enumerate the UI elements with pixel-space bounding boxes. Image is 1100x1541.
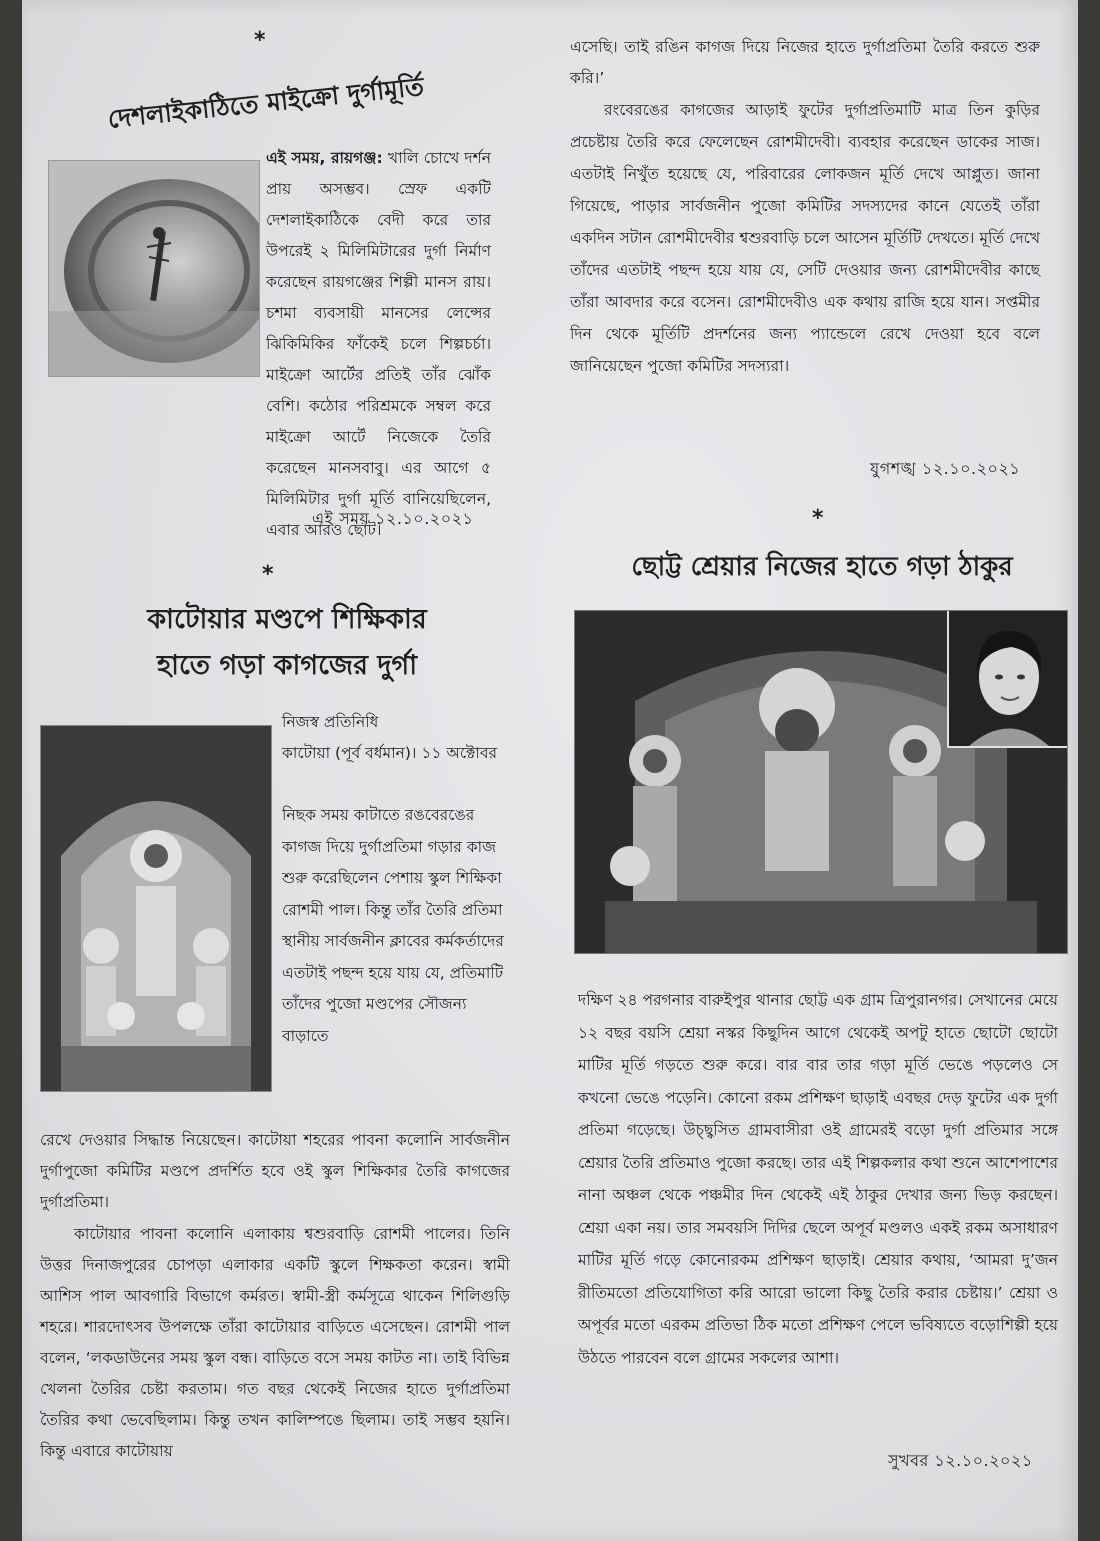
- story-shreya-body: দক্ষিণ ২৪ পরগনার বারুইপুর থানার ছোট্ট এক গ্রাম ত্রিপুরানগর। সেখানের মেয়ে ১২ বছর বয়সি শ্রেয়া নস্কর কিছুদিন আগে থেকেই অপটু হাতে ছোটো ছোটো মাটির মূর্তি গড়তে শুরু করে। বার বার তার গড়া মূর্তি ভেঙে পড়লেও সে কখনো ভেঙে পড়েনি। কোনো রকম প্রশিক্ষণ ছাড়াই এবছর দেড় ফুটের এক দুর্গা প্রতিমা গড়েছে। উচ্ছ্বসিত গ্রামবাসীরা ওই গ্রামেরই বড়ো দুর্গা প্রতিমার সঙ্গে শ্রেয়ার তৈরি প্রতিমাও পুজো করছে। তার এই শিল্পকলার কথা শুনে আশেপাশের নানা অঞ্চল থেকে পঞ্চমীর দিন থেকেই এই ঠাকুর দেখার জন্য ভিড় করছেন। শ্রেয়া একা নয়। তার সমবয়সি দিদির ছেলে অপূর্ব মণ্ডলও একই রকম অসাধারণ মাটির মূর্তি গড়ে কোনোরকম প্রশিক্ষণ ছাড়াই। শ্রেয়ার কথায়, ‘আমরা দু’জন রীতিমতো প্রতিযোগিতা করি আরো ভালো কিছু তৈরি করার চেষ্টায়।’ শ্রেয়া ও অপূর্বর মতো এরকম প্রতিভা ঠিক মতো প্রশিক্ষণ পেলে ভবিষ্যতে বড়োশিল্পী হয়ে উঠতে পারবেন বলে গ্রামের সকলের আশা।: [578, 991, 1058, 1367]
- story-katwa-paragraph-2: [40, 1219, 510, 1467]
- story-matchstick-source: এই সময় ১২.১০.২০২১: [312, 509, 474, 528]
- story-shreya-source: সুখবর ১২.১০.২০২১: [888, 1451, 1033, 1470]
- story-katwa-body-p2: কাটোয়ার পাবনা কলোনি এলাকায় শ্বশুরবাড়ি রোশমী পালের। তিনি উত্তর দিনাজপুরের চোপড়া এলাকার একটি স্কুলে শিক্ষকতা করেন। স্বামী আশিস পাল আবগারি বিভাগে কর্মরত। স্বামী-স্ত্রী কর্মসূত্রে থাকেন শিলিগুড়ি শহরে। শারদোৎসব উপলক্ষে তাঁরা কাটোয়ার বাড়িতে এসেছেন। রোশমী পাল বলেন, ‘লকডাউনের সময় স্কুল বন্ধ। বাড়িতে বসে সময় কাটত না। তাই বিভিন্ন খেলনা তৈরির চেষ্টা করতাম। গত বছর থেকেই নিজের হাতে দুর্গাপ্রতিমা তৈরির কথা ভেবেছিলাম। কিন্তু তখন কালিম্পঙে ছিলাম। তাই সম্ভব হয়নি। কিন্তু এবারে কাটোয়ায়: [40, 1225, 510, 1460]
- story-katwa-title-line2: হাতে গড়া কাগজের দুর্গা: [156, 650, 418, 681]
- separator-star: *: [812, 506, 824, 531]
- story-katwa-dateline: কাটোয়া (পূর্ব বর্ধমান)। ১১ অক্টোবর: [282, 744, 498, 762]
- story-katwa-body-top-right: এসেছি। তাই রঙিন কাগজ দিয়ে নিজের হাতে দুর্গাপ্রতিমা তৈরি করতে শুরু করি।’: [570, 38, 1040, 87]
- separator-star: *: [262, 562, 274, 587]
- story-matchstick-body: খালি চোখে দর্শন প্রায় অসম্ভব। স্রেফ একটি দেশলাইকাঠিকে বেদী করে তার উপরেই ২ মিলিমিটারের দুর্গা নির্মাণ করেছেন রায়গঞ্জের শিল্পী মানস রায়। চশমা ব্যবসায়ী মানসের লেন্সের ঝিকিমিকির ফাঁকেই চলে শিল্পচর্চা। মাইক্রো আর্টের প্রতিই তাঁর ঝোঁক বেশি। কঠোর পরিশ্রমকে সম্বল করে মাইক্রো আর্টে নিজেকে তৈরি করেছেন মানসবাবু। এর আগে ৫ মিলিমিটার দুর্গা মূর্তি বানিয়েছিলেন, এবার আরও ছোট।: [266, 149, 492, 539]
- story-katwa-source: যুগশঙ্খ ১২.১০.২০২১: [870, 459, 1021, 478]
- shreya-durga-photo: [574, 610, 1068, 954]
- newspaper-page: [22, 0, 1078, 1541]
- matchstick-durga-photo: [48, 160, 260, 377]
- story-shreya-title: ছোট্ট শ্রেয়ার নিজের হাতে গড়া ঠাকুর: [631, 552, 1013, 582]
- separator-star: *: [254, 28, 266, 53]
- story-katwa-byline: নিজস্ব প্রতিনিধি: [282, 713, 379, 731]
- story-matchstick-title: দেশলাইকাঠিতে মাইক্রো দুর্গামূর্তি: [106, 71, 426, 134]
- paper-durga-photo: [40, 725, 272, 1092]
- story-matchstick-body-top: [266, 143, 491, 546]
- story-katwa-body-p3: রংবেরঙের কাগজের আড়াই ফুটের দুর্গাপ্রতিমাটি মাত্র তিন কুড়ির প্রচেষ্টায় তৈরি করে ফেলেছেন রোশমীদেবী। ব্যবহার করেছেন ডাকের সাজ। এতটাই নিখুঁত হয়েছে যে, পরিবারের লোকজন মূর্তি দেখে আপ্লুত। জানা গিয়েছে, পাড়ার সার্বজনীন পুজো কমিটির সদস্যদের কানে যেতেই তাঁরা একদিন সটান রোশমীদেবীর শ্বশুরবাড়ি চলে আসেন মূর্তিটি দেখতে। মূর্তি দেখে তাঁদের এতটাই পছন্দ হয়ে যায় যে, সেটি দেওয়ার জন্য রোশমীদেবীর কাছে তাঁরা আবদার করে বসেন। রোশমীদেবীও এক কথায় রাজি হয়ে যান। সপ্তমীর দিন থেকে মূর্তিটি প্রদর্শনের জন্য প্যান্ডেলে রেখে দেওয়া হবে বলে জানিয়েছেন পুজো কমিটির সদস্যরা।: [570, 101, 1040, 375]
- story-katwa-body-side: নিছক সময় কাটাতে রঙবেরঙের কাগজ দিয়ে দুর্গাপ্রতিমা গড়ার কাজ শুরু করেছিলেন পেশায় স্কুল শিক্ষিকা রোশমী পাল। কিন্তু তাঁর তৈরি প্রতিমা স্থানীয় সার্বজনীন ক্লাবের কর্মকর্তাদের এতটাই পছন্দ হয়ে যায় যে, প্রতিমাটি তাঁদের পুজো মণ্ডপের সৌজন্য বাড়াতে: [282, 806, 504, 1045]
- shreya-portrait-inset: [947, 611, 1067, 748]
- story-katwa-paragraph-3: [570, 94, 1040, 382]
- story-katwa-body-cont: রেখে দেওয়ার সিদ্ধান্ত নিয়েছেন। কাটোয়া শহরের পাবনা কলোনি সার্বজনীন দুর্গাপুজো কমিটির মণ্ডপে প্রদর্শিত হবে ওই স্কুল শিক্ষিকার তৈরি কাগজের দুর্গাপ্রতিমা।: [40, 1131, 510, 1211]
- story-katwa-title-line1: কাটোয়ার মণ্ডপে শিক্ষিকার: [147, 604, 427, 635]
- story-matchstick-lead: এই সময়, রায়গঞ্জ:: [266, 149, 383, 167]
